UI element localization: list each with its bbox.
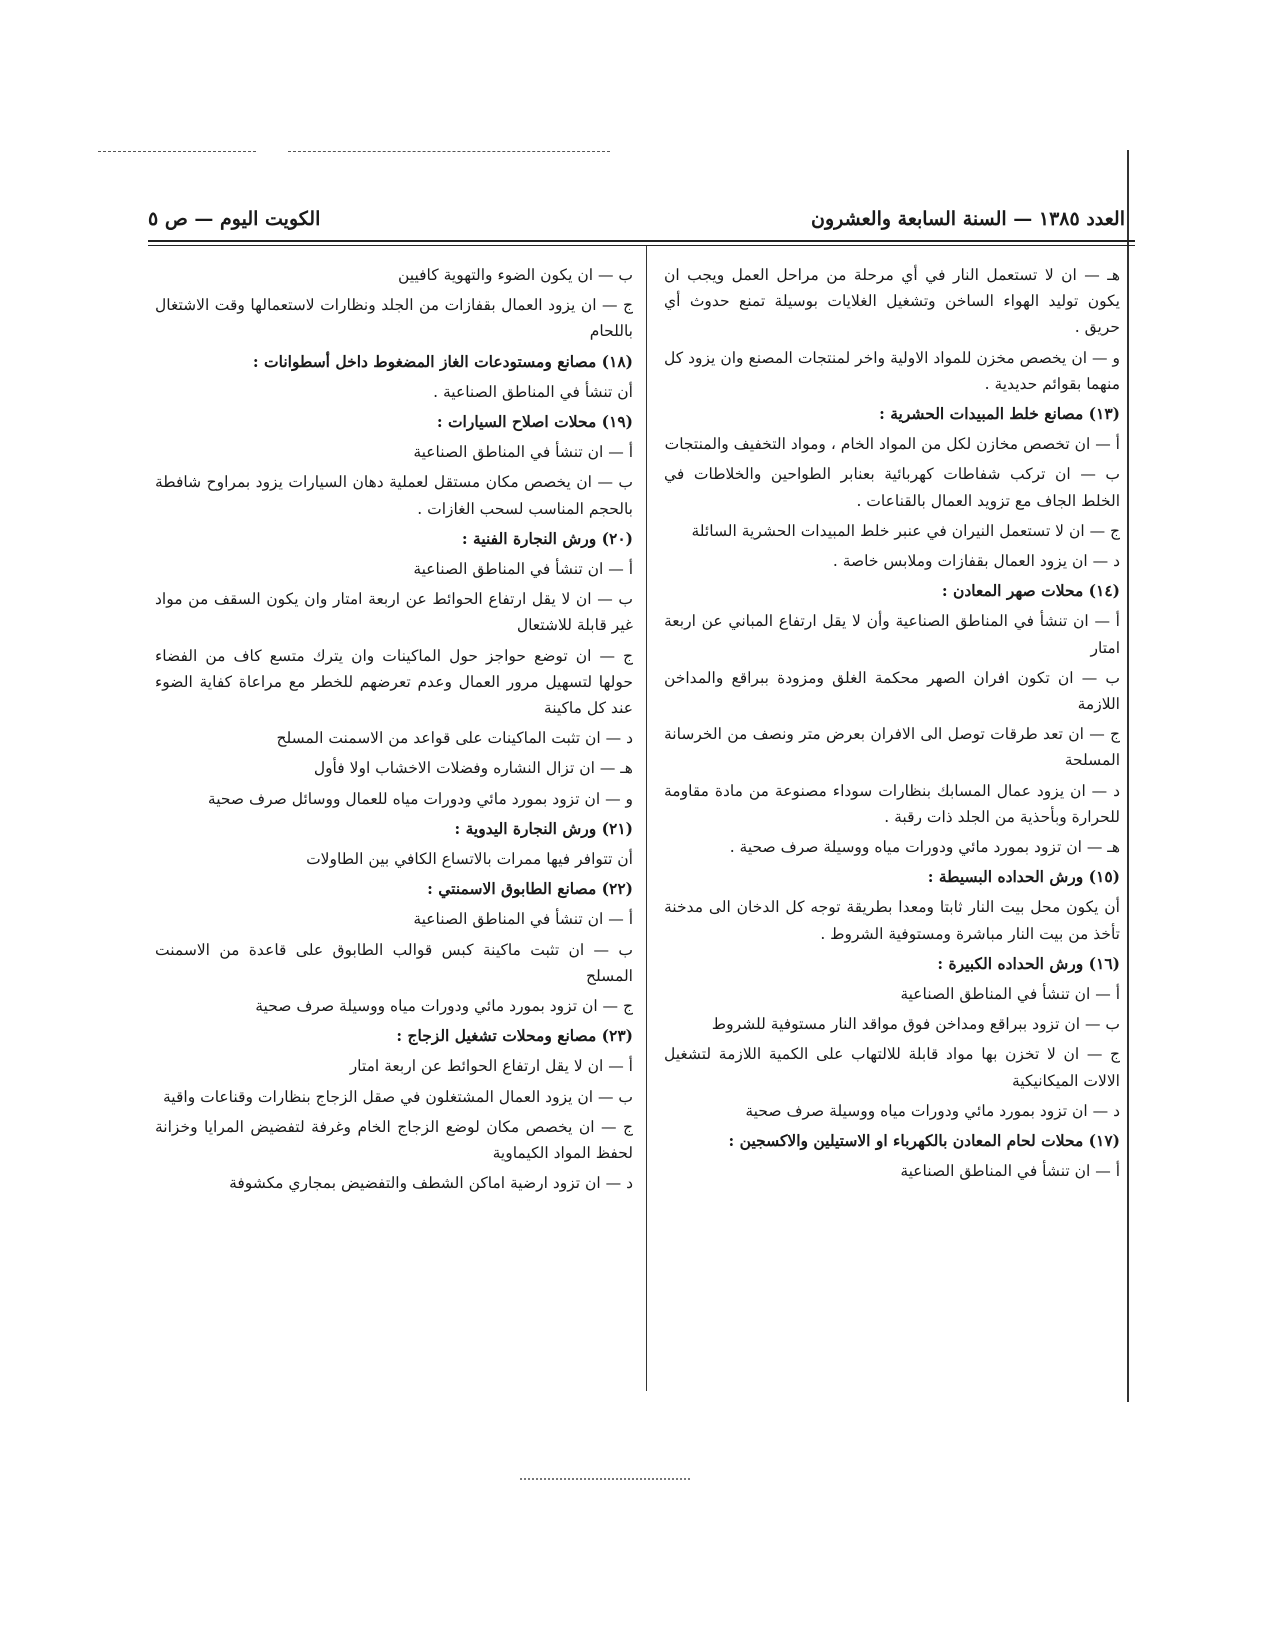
clause-paragraph: ج — ان يخصص مكان لوضع الزجاج الخام وغرفة لتفضيض المرايا وخزانة لحفظ المواد الكيماوية — [155, 1117, 633, 1163]
clause-paragraph: أ — ان تنشأ في المناطق الصناعية — [413, 560, 633, 579]
clause-paragraph: ج — ان لا تستعمل النيران في عنبر خلط المبيدات الحشرية السائلة — [691, 521, 1120, 540]
clause-paragraph: ب — ان تكون افران الصهر محكمة الغلق ومزودة ببراقع والمداخن اللازمة — [664, 668, 1120, 714]
clause-paragraph: أ — ان تنشأ في المناطق الصناعية وأن لا يقل ارتفاع المباني عن اربعة امتار — [664, 612, 1120, 657]
section-heading: (١٦) ورش الحداده الكبيرة : — [937, 953, 1120, 973]
clause-paragraph: ج — ان تزود بمورد مائي ودورات مياه ووسيلة صرف صحية — [255, 997, 633, 1016]
clause-paragraph: ب — ان تركب شفاطات كهربائية بعنابر الطواحين والخلاطات في الخلط الجاف مع تزويد العمال بالقناعات . — [664, 465, 1120, 510]
clause-paragraph: أن تنشأ في المناطق الصناعية . — [433, 382, 633, 401]
clause-paragraph: ب — ان تزود ببراقع ومداخن فوق مواقد النار مستوفية للشروط — [711, 1015, 1120, 1034]
section-heading: (١٣) مصانع خلط المبيدات الحشرية : — [879, 404, 1120, 424]
issue-header: العدد ١٣٨٥ — السنة السابعة والعشرون — [811, 208, 1125, 230]
clause-paragraph: د — ان تزود بمورد مائي ودورات مياه ووسيلة صرف صحية — [745, 1101, 1120, 1120]
section-heading: (٢١) ورش النجارة اليدوية : — [454, 818, 633, 838]
page-header: الكويت اليوم — ص ٥ — [148, 208, 321, 230]
clause-paragraph: ب — ان يخصص مكان مستقل لعملية دهان السيارات يزود بمراوح شافطة بالحجم المناسب لسحب الغازات . — [155, 473, 633, 518]
clause-paragraph: أ — ان تنشأ في المناطق الصناعية — [900, 985, 1120, 1004]
section-heading: (٢٢) مصانع الطابوق الاسمنتي : — [427, 879, 633, 899]
clause-paragraph: ج — ان توضع حواجز حول الماكينات وان يترك متسع كاف من الفضاء حولها لتسهيل مرور العمال وعدم تعرضهم للخطر مع مراعاة كفاية الضوء عند كل ماكينة — [155, 646, 633, 718]
clause-paragraph: أن تتوافر فيها ممرات بالاتساع الكافي بين الطاولات — [306, 850, 633, 869]
clause-paragraph: ج — ان لا تخزن بها مواد قابلة للالتهاب على الكمية اللازمة لتشغيل الالات الميكانيكية — [664, 1045, 1120, 1090]
clause-paragraph: د — ان يزود العمال بقفازات وملابس خاصة . — [832, 552, 1120, 571]
clause-paragraph: د — ان يزود عمال المسابك بنظارات سوداء مصنوعة من مادة مقاومة للحرارة وبأحذية من الجلد ذات رقبة . — [664, 781, 1120, 826]
section-heading: (١٤) محلات صهر المعادن : — [941, 581, 1120, 601]
clause-paragraph: ب — ان لا يقل ارتفاع الحوائط عن اربعة امتار وان يكون السقف من مواد غير قابلة للاشتعال — [155, 590, 633, 635]
clause-paragraph: ج — ان يزود العمال بقفازات من الجلد ونظارات لاستعمالها وقت الاشتغال باللحام — [155, 296, 633, 341]
column-separator — [646, 246, 647, 1391]
clause-paragraph: ب — ان تثبت ماكينة كبس قوالب الطابوق على قاعدة من الاسمنت المسلح — [155, 940, 633, 985]
clause-paragraph: أ — ان تنشأ في المناطق الصناعية — [413, 910, 633, 929]
section-heading: (١٥) ورش الحداده البسيطة : — [927, 867, 1120, 887]
clause-paragraph: و — ان تزود بمورد مائي ودورات مياه للعمال ووسائل صرف صحية — [207, 789, 633, 808]
section-heading: (٢٠) ورش النجارة الفنية : — [461, 528, 633, 548]
section-heading: (٢٣) مصانع ومحلات تشغيل الزجاج : — [396, 1026, 633, 1046]
clause-paragraph: ج — ان تعد طرقات توصل الى الافران بعرض متر ونصف من الخرسانة المسلحة — [664, 725, 1120, 770]
clause-paragraph: د — ان تثبت الماكينات على قواعد من الاسمنت المسلح — [276, 729, 633, 748]
scan-mark-left — [98, 151, 256, 152]
scan-mark-right — [288, 151, 610, 152]
clause-paragraph: هـ — ان تزود بمورد مائي ودورات مياه ووسيلة صرف صحية . — [729, 838, 1120, 857]
scan-edge-line — [1127, 150, 1129, 1402]
clause-paragraph: أ — ان تخصص مخازن لكل من المواد الخام ، ومواد التخفيف والمنتجات — [664, 435, 1120, 454]
clause-paragraph: أ — ان تنشأ في المناطق الصناعية — [413, 443, 633, 462]
clause-paragraph: هـ — ان تزال النشاره وفضلات الاخشاب اولا فأول — [313, 759, 633, 778]
clause-paragraph: ب — ان يكون الضوء والتهوية كافيين — [397, 266, 633, 284]
right-column — [664, 262, 1120, 1189]
clause-paragraph: د — ان تزود ارضية اماكن الشطف والتفضيض بمجاري مكشوفة — [229, 1174, 633, 1193]
section-heading: (١٧) محلات لحام المعادن بالكهرباء او الاستيلين والاكسجين : — [728, 1131, 1120, 1151]
section-heading: (١٨) مصانع ومستودعات الغاز المضغوط داخل أسطوانات : — [252, 351, 633, 371]
footer-mark — [520, 1478, 690, 1480]
clause-paragraph: أ — ان تنشأ في المناطق الصناعية — [900, 1162, 1120, 1181]
clause-paragraph: هـ — ان لا تستعمل النار في أي مرحلة من مراحل العمل ويجب ان يكون توليد الهواء الساخن وتشغيل الغلايات بوسيلة تمنع حدوث أي حريق . — [664, 266, 1120, 337]
clause-paragraph: أن يكون محل بيت النار ثابتا ومعدا بطريقة توجه كل الدخان الى مدخنة تأخذ من بيت النار مباشرة ومستوفية الشروط . — [664, 898, 1120, 943]
section-heading: (١٩) محلات اصلاح السيارات : — [436, 412, 633, 432]
clause-paragraph: ب — ان يزود العمال المشتغلون في صقل الزجاج بنظارات وقناعات واقية — [163, 1087, 633, 1106]
left-column — [155, 262, 633, 1201]
header-rule — [148, 240, 1135, 246]
clause-paragraph: و — ان يخصص مخزن للمواد الاولية واخر لمنتجات المصنع وان يزود كل منهما بقوائم حديدية . — [664, 348, 1120, 393]
clause-paragraph: أ — ان لا يقل ارتفاع الحوائط عن اربعة امتار — [349, 1057, 633, 1076]
